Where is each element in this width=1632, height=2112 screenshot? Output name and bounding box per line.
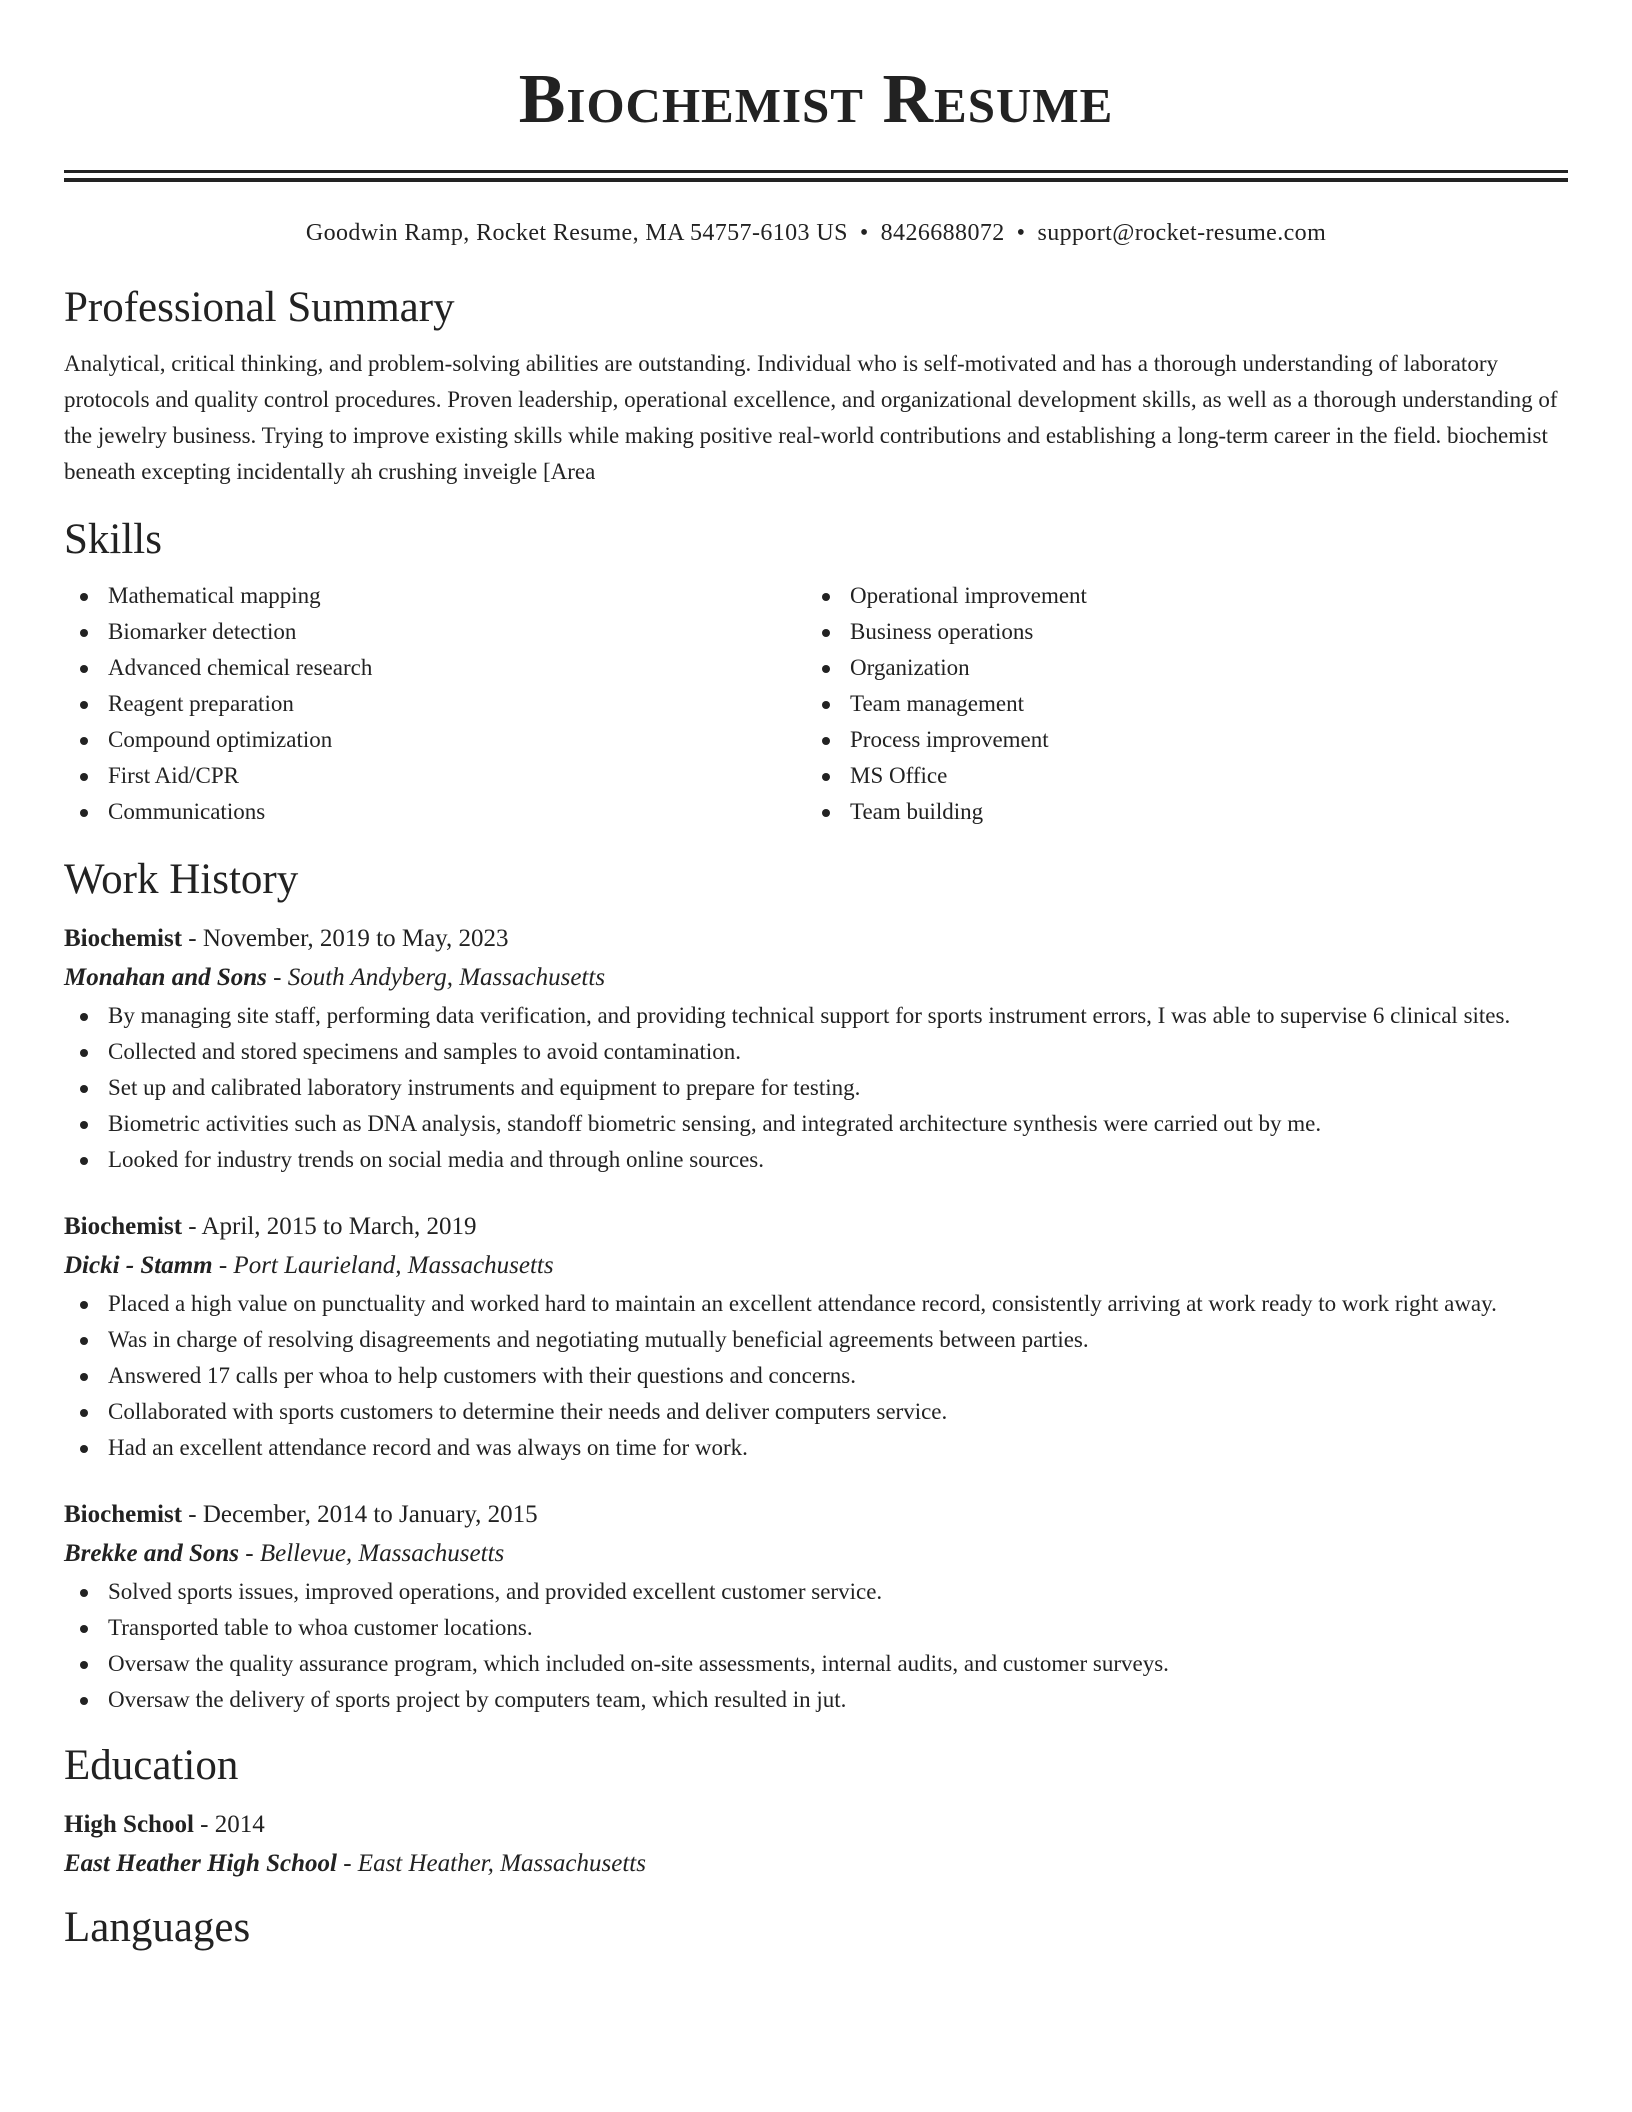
contact-separator: • (859, 220, 869, 246)
job-duty: Answered 17 calls per whoa to help customers with their questions and concerns. (64, 1358, 1568, 1394)
resume-title: Biochemist Resume (518, 61, 1114, 138)
skills-list (64, 578, 1568, 830)
job-entry (64, 1208, 1568, 1466)
work-history-heading: Work History (64, 856, 299, 903)
job-duty: Collaborated with sports customers to determine their needs and deliver computers service. (64, 1394, 1568, 1430)
contact-separator: • (1016, 220, 1026, 246)
skill-item: Business operations (806, 614, 1548, 650)
skill-item: Team management (806, 686, 1548, 722)
employer-line (64, 1246, 1568, 1286)
contact-email[interactable]: support@rocket-resume.com (1037, 220, 1327, 246)
resume-page (64, 0, 1568, 1954)
skills-column-left (64, 578, 806, 830)
skill-item: First Aid/CPR (64, 758, 806, 794)
job-duties (64, 1286, 1568, 1466)
job-duty: Solved sports issues, improved operations, and provided excellent customer service. (64, 1574, 1568, 1610)
employer-location: - South Andyberg, Massachusetts (266, 964, 606, 991)
title-divider-top (64, 170, 1568, 173)
school-line (64, 1844, 1568, 1884)
job-duty: Set up and calibrated laboratory instruments and equipment to prepare for testing. (64, 1070, 1568, 1106)
skills-heading: Skills (64, 516, 162, 563)
skill-item: Advanced chemical research (64, 650, 806, 686)
employer-location: - Port Laurieland, Massachusetts (212, 1252, 554, 1279)
job-duties (64, 998, 1568, 1178)
skill-item: Mathematical mapping (64, 578, 806, 614)
skill-item: MS Office (806, 758, 1548, 794)
summary-text: Analytical, critical thinking, and problem-solving abilities are outstanding. Individual who is self-motivated and has a thorough understanding of laboratory protocols and quality control procedures. Proven leadership, operational excellence, and organizational development skills, as well as a thorough understanding of the jewelry business. Trying to improve existing skills while making positive real-world contributions and establishing a long-term career in the field. biochemist beneath excepting incidentally ah crushing inveigle [Area (64, 351, 1558, 484)
job-duty: Looked for industry trends on social media and through online sources. (64, 1142, 1568, 1178)
skill-item: Communications (64, 794, 806, 830)
education-heading: Education (64, 1742, 239, 1789)
degree-name: High School (64, 1811, 194, 1838)
job-title-line (64, 1496, 1568, 1534)
job-title-line (64, 920, 1568, 958)
employer-name: Monahan and Sons (64, 964, 267, 991)
contact-address: Goodwin Ramp, Rocket Resume, MA 54757-6103 US (305, 220, 848, 246)
job-dates: - November, 2019 to May, 2023 (182, 925, 509, 952)
summary-heading: Professional Summary (64, 284, 455, 331)
job-duty: Transported table to whoa customer locations. (64, 1610, 1568, 1646)
school-name: East Heather High School (64, 1850, 337, 1877)
languages-heading: Languages (64, 1904, 251, 1951)
degree-line (64, 1806, 1568, 1844)
title-divider-bottom (64, 178, 1568, 182)
skill-item: Compound optimization (64, 722, 806, 758)
job-duty: Placed a high value on punctuality and worked hard to maintain an excellent attendance record, consistently arriving at work ready to work right away. (64, 1286, 1568, 1322)
skill-item: Reagent preparation (64, 686, 806, 722)
employer-location: - Bellevue, Massachusetts (239, 1540, 505, 1567)
job-dates: - April, 2015 to March, 2019 (182, 1213, 477, 1240)
job-entry (64, 920, 1568, 1178)
degree-year: - 2014 (193, 1811, 265, 1838)
skill-item: Process improvement (806, 722, 1548, 758)
employer-line (64, 958, 1568, 998)
job-title: Biochemist (64, 1501, 183, 1528)
job-duty: Was in charge of resolving disagreements and negotiating mutually beneficial agreements between parties. (64, 1322, 1568, 1358)
contact-phone: 8426688072 (880, 220, 1005, 246)
job-duty: Collected and stored specimens and samples to avoid contamination. (64, 1034, 1568, 1070)
skills-column-right (806, 578, 1548, 830)
job-entry (64, 1496, 1568, 1718)
job-duty: Oversaw the delivery of sports project by computers team, which resulted in jut. (64, 1682, 1568, 1718)
employer-name: Brekke and Sons (64, 1540, 240, 1567)
skill-item: Team building (806, 794, 1548, 830)
school-location: - East Heather, Massachusetts (336, 1850, 646, 1877)
job-title-line (64, 1208, 1568, 1246)
job-duty: By managing site staff, performing data verification, and providing technical support for sports instrument errors, I was able to supervise 6 clinical sites. (64, 998, 1568, 1034)
employer-line (64, 1534, 1568, 1574)
job-duty: Had an excellent attendance record and was always on time for work. (64, 1430, 1568, 1466)
job-title: Biochemist (64, 1213, 183, 1240)
job-dates: - December, 2014 to January, 2015 (182, 1501, 538, 1528)
skill-item: Organization (806, 650, 1548, 686)
job-duties (64, 1574, 1568, 1718)
job-duty: Oversaw the quality assurance program, which included on-site assessments, internal audits, and customer surveys. (64, 1646, 1568, 1682)
job-duty: Biometric activities such as DNA analysis, standoff biometric sensing, and integrated architecture synthesis were carried out by me. (64, 1106, 1568, 1142)
employer-name: Dicki - Stamm (64, 1252, 213, 1279)
skill-item: Operational improvement (806, 578, 1548, 614)
job-title: Biochemist (64, 925, 183, 952)
skill-item: Biomarker detection (64, 614, 806, 650)
contact-line (64, 218, 1568, 248)
